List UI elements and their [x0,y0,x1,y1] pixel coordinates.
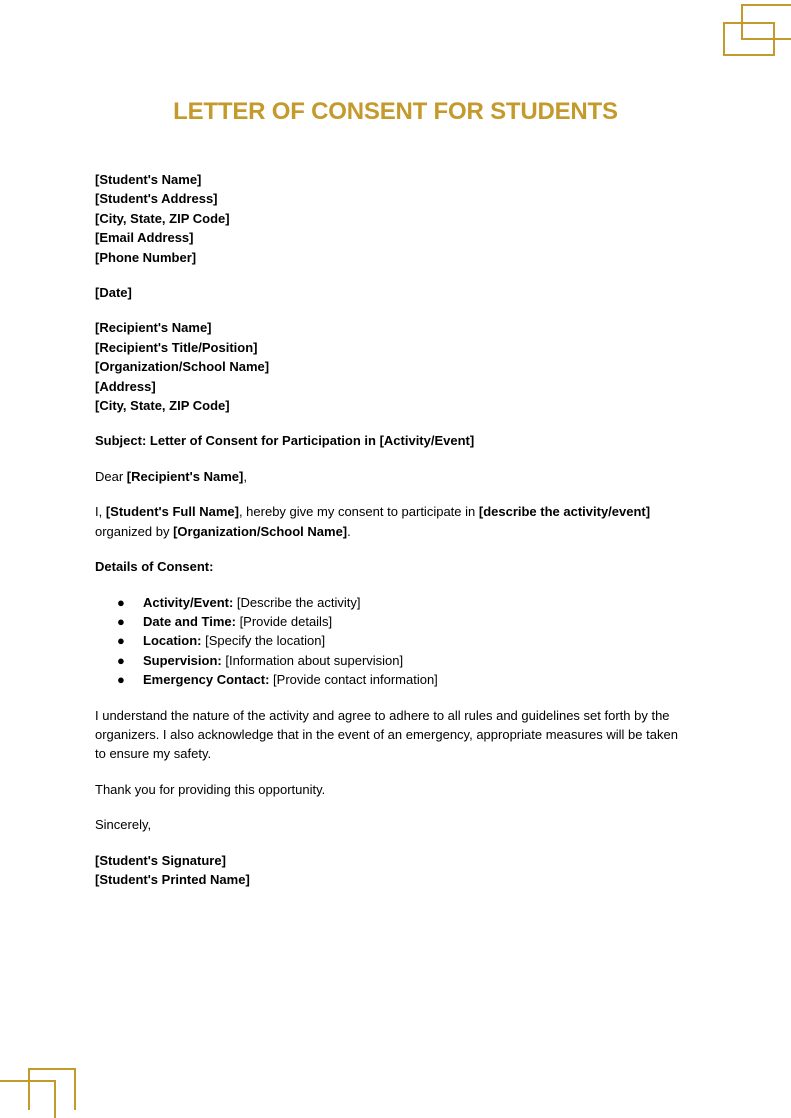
intro-text-2: , hereby give my consent to participate in [238,504,479,520]
intro-organization: [Organization/School Name] [173,523,348,539]
intro-text-4: . [347,523,351,539]
detail-value: [Provide details] [235,613,333,629]
sender-phone: [Phone Number] [95,249,197,265]
understanding-line-3: to ensure my safety. [95,746,212,762]
sender-block [95,170,705,267]
list-item [95,612,705,631]
intro-paragraph [95,502,705,541]
signature-block [95,851,705,890]
document-title: LETTER OF CONSENT FOR STUDENTS [173,98,618,125]
details-heading-text: Details of Consent: [95,559,214,575]
recipient-title: [Recipient's Title/Position] [95,339,258,355]
sender-email: [Email Address] [95,230,194,246]
list-item [95,651,705,670]
intro-line-2 [95,522,705,541]
detail-label: Location: [143,633,202,649]
detail-label: Supervision: [143,652,222,668]
list-item [95,631,705,650]
recipient-city: [City, State, ZIP Code] [95,398,230,414]
student-printed-name: [Student's Printed Name] [95,871,250,887]
recipient-block [95,318,705,415]
recipient-name: [Recipient's Name] [95,320,212,336]
sender-address: [Student's Address] [95,191,218,207]
sender-city: [City, State, ZIP Code] [95,210,230,226]
intro-activity: [describe the activity/event] [478,504,651,520]
letter-date: [Date] [95,285,132,301]
salutation-prefix: Dear [95,468,127,484]
corner-decoration-top-small [741,4,791,40]
intro-student-name: [Student's Full Name] [105,504,239,520]
subject-text: Subject: Letter of Consent for Participation in [Activity/Event] [95,433,475,449]
understanding-line-2: organizers. I also acknowledge that in the event of an emergency, appropriate measures will be taken [95,726,678,742]
list-item [95,670,705,689]
recipient-address: [Address] [95,378,156,394]
corner-decoration-bottom-small [0,1080,56,1118]
details-list [95,593,705,690]
student-signature: [Student's Signature] [95,852,226,868]
bullet-icon: ● [117,633,125,649]
understanding-line-1: I understand the nature of the activity and agree to adhere to all rules and guidelines set forth by the [95,707,670,723]
subject-line [95,431,705,450]
detail-label: Emergency Contact: [143,672,270,688]
understanding-paragraph [95,706,705,764]
intro-text-3: organized by [95,523,174,539]
detail-value: [Provide contact information] [269,672,438,688]
thanks-paragraph: Thank you for providing this opportunity. [95,781,326,797]
letter-body [95,170,705,889]
closing: Sincerely, [95,817,152,833]
intro-line-1 [95,502,705,521]
salutation-name: [Recipient's Name] [126,468,244,484]
date-block [95,283,705,302]
intro-text-1: I, [95,504,106,520]
bullet-icon: ● [117,652,125,668]
detail-value: [Information about supervision] [221,652,404,668]
bullet-icon: ● [117,672,125,688]
salutation-suffix: , [243,468,247,484]
details-heading [95,557,705,576]
sender-name: [Student's Name] [95,172,202,187]
detail-label: Date and Time: [143,613,236,629]
bullet-icon: ● [117,613,125,629]
detail-value: [Specify the location] [201,633,326,649]
recipient-organization: [Organization/School Name] [95,359,270,375]
detail-label: Activity/Event: [143,594,234,610]
detail-value: [Describe the activity] [233,594,361,610]
list-item [95,593,705,612]
salutation [95,467,705,486]
bullet-icon: ● [117,594,125,610]
